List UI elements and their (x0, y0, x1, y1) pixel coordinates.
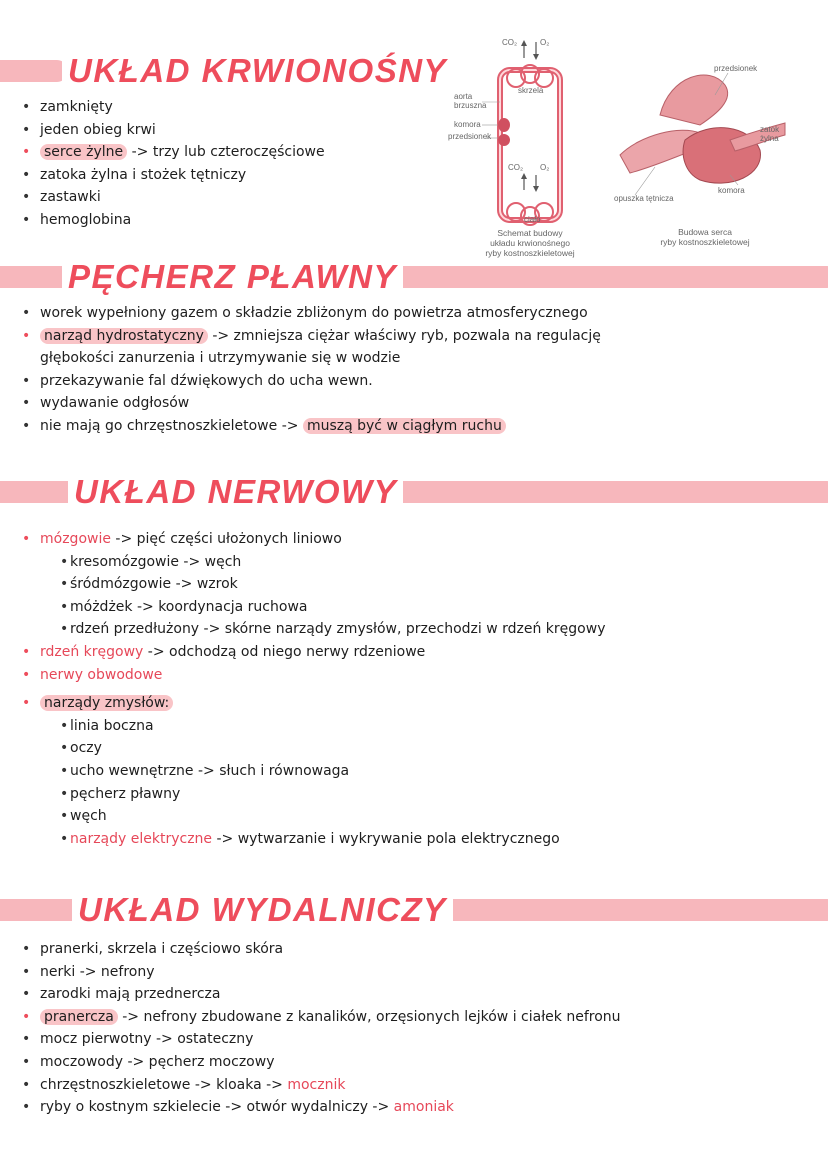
list-nerwowy (22, 528, 605, 850)
list-item-text: -> trzy lub czteroczęściowe (127, 144, 325, 161)
list-item-continuation: głębokości zanurzenia i utrzymywanie się w wodzie (40, 350, 401, 367)
list-item: • zarodki mają przednercza (22, 983, 621, 1006)
list-item-text: -> odchodzą od niego nerwy rdzeniowe (143, 643, 426, 660)
label-brzuszna: brzuszna (454, 101, 487, 110)
term-rdzen: rdzeń kręgowy (40, 643, 144, 660)
list-item: • przekazywanie fal dźwiękowych do ucha wewn. (22, 370, 601, 393)
list-item: • śródmózgowie -> wzrok (60, 573, 605, 596)
list-item: • zamknięty (22, 96, 325, 119)
list-item (60, 828, 605, 851)
list-item-text: -> nefrony zbudowane z kanalików, orzęsionych lejków i ciałek nefronu (117, 1008, 621, 1025)
label-co2-bottom: CO₂ (508, 163, 524, 172)
highlight-term: pranercza (40, 1009, 118, 1025)
highlight-term: serce żylne (40, 144, 127, 160)
list-item: • rdzeń przedłużony -> skórne narządy zmysłów, przechodzi w rdzeń kręgowy (60, 618, 605, 641)
list-item-text: ryby o kostnym szkielecie -> otwór wydalniczy -> (40, 1099, 394, 1116)
title-band (0, 60, 68, 82)
list-item: • pranerki, skrzela i częściowo skóra (22, 938, 621, 961)
list-item: • ucho wewnętrzne -> słuch i równowaga (60, 760, 605, 783)
list-item: • wydawanie odgłosów (22, 392, 601, 415)
list-item: • linia boczna (60, 715, 605, 738)
section-title-pecherz: PĘCHERZ PŁAWNY (62, 258, 403, 296)
list-item (22, 1096, 621, 1119)
label-aorta: aorta (454, 92, 473, 101)
label-o2-top: O₂ (540, 38, 550, 47)
term-mozgowie: mózgowie (40, 531, 111, 547)
list-item (22, 1006, 621, 1029)
list-pecherz (22, 302, 601, 438)
label-cialo: ciało (524, 215, 541, 224)
label-o2-bottom: O₂ (540, 163, 550, 172)
list-item: • moczowody -> pęcherz moczowy (22, 1051, 621, 1074)
caption-line: ryby kostnoszkieletowej (485, 248, 575, 258)
heart-diagram (600, 55, 800, 255)
list-item: • oczy (60, 737, 605, 760)
list-item-text: -> zmniejsza ciężar właściwy ryb, pozwala na regulację (207, 327, 601, 344)
list-krwionosny (22, 96, 325, 232)
list-item: • mocz pierwotny -> ostateczny (22, 1028, 621, 1051)
list-item: • kresomózgowie -> węch (60, 551, 605, 574)
term-mocznik: mocznik (287, 1076, 346, 1093)
caption-line: układu krwionośnego (490, 238, 570, 248)
list-item: • worek wypełniony gazem o składzie zbliżonym do powietrza atmosferycznego (22, 302, 601, 325)
list-item: • zatoka żylna i stożek tętniczy (22, 164, 325, 187)
term-elektryczne: narządy elektryczne (70, 830, 213, 847)
list-wydalniczy (22, 938, 621, 1119)
label-skrzela: skrzela (518, 86, 544, 95)
label-zatok: zatok (760, 125, 780, 134)
section-title-krwionosny: UKŁAD KRWIONOŚNY (62, 52, 453, 90)
list-item-text: -> pięć części ułożonych liniowo (110, 531, 342, 547)
highlight-term: muszą być w ciągłym ruchu (303, 418, 506, 434)
label-przedsionek-heart: przedsionek (714, 64, 758, 73)
caption-line: Budowa serca (678, 227, 732, 237)
caption-heart (630, 227, 780, 247)
list-item-text: nie mają go chrzęstnoszkieletowe -> (40, 417, 303, 434)
list-item (22, 415, 601, 438)
circulatory-diagram-drawing (440, 30, 620, 230)
list-item (22, 692, 605, 715)
circulatory-diagram (440, 30, 620, 260)
label-komora: komora (454, 120, 481, 129)
caption-line: ryby kostnoszkieletowej (660, 237, 750, 247)
list-item: • móżdżek -> koordynacja ruchowa (60, 596, 605, 619)
term-amoniak: amoniak (393, 1099, 454, 1116)
list-item (22, 664, 605, 687)
label-opuszka: opuszka tętnicza (614, 194, 674, 203)
term-obwodowe: nerwy obwodowe (40, 666, 163, 683)
label-przedsionek: przedsionek (448, 132, 492, 141)
list-item (22, 1074, 621, 1097)
caption-circulatory (470, 228, 590, 258)
highlight-term: narządy zmysłów: (40, 695, 173, 711)
list-item (22, 141, 325, 164)
list-item (22, 641, 605, 664)
list-item (22, 528, 605, 551)
list-item: • pęcherz pławny (60, 783, 605, 806)
caption-line: Schemat budowy (497, 228, 563, 238)
label-co2-top: CO₂ (502, 38, 518, 47)
label-zylna: żylna (760, 134, 779, 143)
list-item (22, 325, 601, 348)
list-item: • węch (60, 805, 605, 828)
list-item: • jeden obieg krwi (22, 119, 325, 142)
label-komora-heart: komora (718, 186, 745, 195)
highlight-term: narząd hydrostatyczny (40, 328, 208, 344)
list-item-text: chrzęstnoszkieletowe -> kloaka -> (40, 1076, 288, 1093)
list-item-text: -> wytwarzanie i wykrywanie pola elektrycznego (212, 830, 560, 847)
list-item: • zastawki (22, 186, 325, 209)
section-title-nerwowy: UKŁAD NERWOWY (68, 473, 403, 511)
list-item: • nerki -> nefrony (22, 961, 621, 984)
section-title-wydalniczy: UKŁAD WYDALNICZY (72, 891, 453, 929)
list-item: • hemoglobina (22, 209, 325, 232)
